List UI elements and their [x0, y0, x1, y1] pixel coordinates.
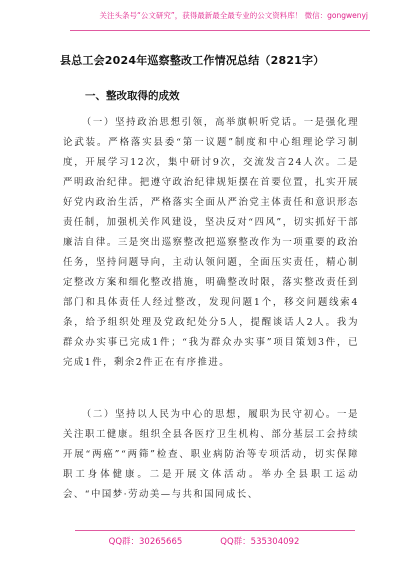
paragraph-political-guidance: （一）坚持政治思想引领，高举旗帜听党话。一是强化理论武装。严格落实县委“第一议题”制度和中心组理论学习制度，开展学习12次，集中研讨9次，交流发言24人次。二是严明政治纪律。把遵守政治纪律规矩摆在首要位置，扎实开展好党内政治生活，严格落实全面从严治党主体责任和意识形态责任制，加强机关作风建设，坚决反对“四风”，切实抓好干部廉洁自律。三是突出巡察整改把巡察整改作为一项重要的政治任务，坚持问题导向，主动认领问题，全面压实责任，精心制定整改方案和细化整改措施，明确整改时限，落实整改责任到部门和具体责任人经过整改，发现问题1个，移交问题线索4条，给予组织处理及党政纪处分5人，提醒谈话人2人。我为群众办实事已完成1件；“我为群众办实事”项目策划3件，已完成1件，剩余2件正在有序推进。 [63, 117, 359, 368]
document-title: 县总工会2024年巡察整改工作情况总结（2821字） [60, 54, 325, 67]
footer-qq-group-1: QQ群：30265665 [108, 537, 183, 547]
footer-qq-group-2: QQ群：535304092 [220, 537, 300, 547]
footer-divider [75, 530, 355, 531]
paragraph-people-centered: （二）坚持以人民为中心的思想，履职为民守初心。一是关注职工健康。组织全县各医疗卫生机构、部分基层工会持续开展“两癌”“两筛”检查、职业病防治等专项活动，切实保障职工身体健康。二是开展文体活动。举办全县职工运动会、“中国梦·劳动美—与共和国同成长、 [63, 409, 359, 500]
footer-contacts [0, 535, 408, 547]
header-divider [70, 30, 370, 31]
section-heading: 一、整改取得的成效 [85, 90, 180, 102]
header-banner: 关注头条号“公文研究”，获得最新最全最专业的公文资料库！ 微信：gongwenyj [99, 11, 368, 20]
